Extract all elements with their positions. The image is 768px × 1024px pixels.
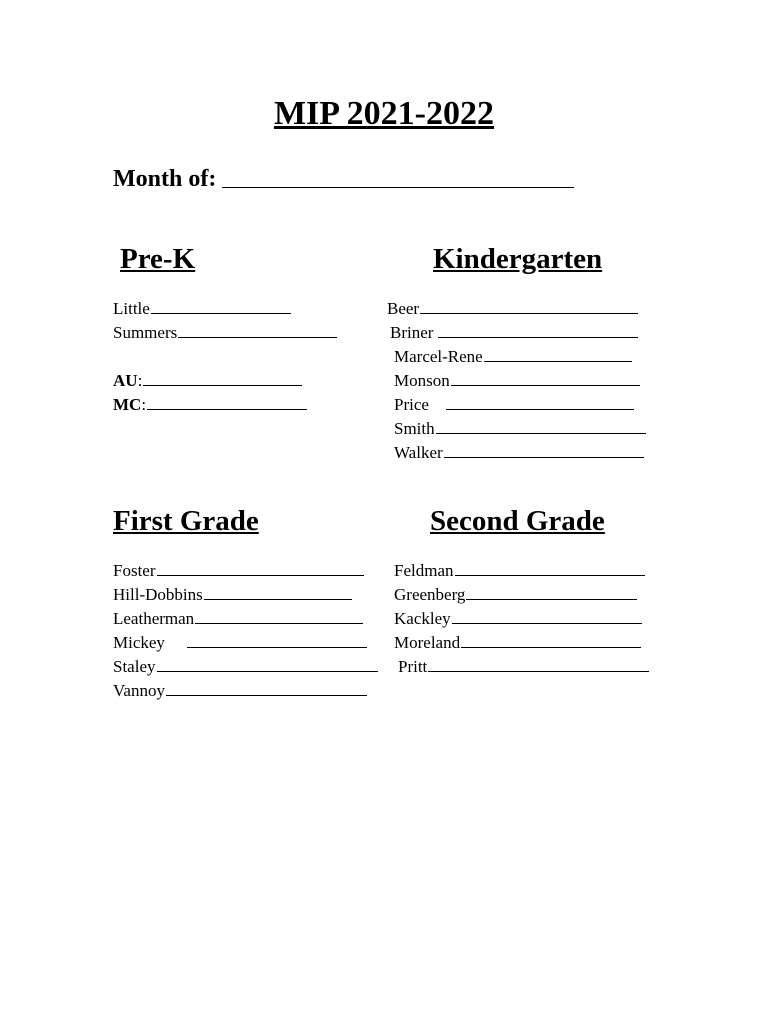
student-name: Walker: [394, 443, 443, 462]
blank-line[interactable]: [436, 419, 646, 434]
blank-line[interactable]: [461, 633, 641, 648]
first-grade-heading: First Grade: [113, 505, 259, 537]
month-label: Month of:: [113, 166, 217, 192]
second-grade-entry-greenberg[interactable]: [394, 585, 637, 605]
blank-line[interactable]: [446, 395, 634, 410]
prek-staff-mc[interactable]: [113, 395, 307, 415]
student-name: Smith: [394, 419, 435, 438]
student-name: Staley: [113, 657, 156, 676]
second-grade-heading: Second Grade: [430, 505, 605, 537]
blank-line[interactable]: [451, 371, 640, 386]
prek-entry-little[interactable]: [113, 299, 291, 319]
first-grade-entry-leatherman[interactable]: [113, 609, 363, 629]
kindergarten-entry-marcel-rene[interactable]: [394, 347, 632, 367]
kindergarten-entry-briner[interactable]: [390, 323, 638, 343]
blank-line[interactable]: [484, 347, 632, 362]
second-grade-entry-kackley[interactable]: [394, 609, 642, 629]
student-name: Price: [394, 395, 429, 414]
student-name: Mickey: [113, 633, 165, 652]
prek-entry-summers[interactable]: [113, 323, 337, 343]
student-name: Greenberg: [394, 585, 466, 604]
kindergarten-entry-walker[interactable]: [394, 443, 644, 463]
student-name: Feldman: [394, 561, 454, 580]
second-grade-entry-moreland[interactable]: [394, 633, 641, 653]
kindergarten-entry-smith[interactable]: [394, 419, 646, 439]
first-grade-entry-mickey[interactable]: [113, 633, 367, 653]
page-title: MIP 2021-2022: [273, 95, 495, 132]
student-name: Beer: [387, 299, 420, 318]
student-name: Little: [113, 299, 150, 318]
blank-line[interactable]: [420, 299, 638, 314]
staff-colon: :: [141, 395, 147, 414]
first-grade-entry-foster[interactable]: [113, 561, 364, 581]
staff-label: MC: [113, 395, 142, 414]
blank-line[interactable]: [178, 323, 337, 338]
student-name: Briner: [390, 323, 434, 342]
first-grade-entry-vannoy[interactable]: [113, 681, 367, 701]
student-name: Moreland: [394, 633, 461, 652]
prek-staff-au[interactable]: [113, 371, 302, 391]
student-name: Foster: [113, 561, 156, 580]
blank-line[interactable]: [166, 681, 367, 696]
blank-line[interactable]: [455, 561, 645, 576]
month-field[interactable]: [113, 166, 574, 193]
blank-line[interactable]: [187, 633, 367, 648]
student-name: Hill-Dobbins: [113, 585, 203, 604]
kindergarten-heading: Kindergarten: [433, 243, 603, 275]
staff-label: AU: [113, 371, 138, 390]
student-name: Pritt: [398, 657, 428, 676]
student-name: Kackley: [394, 609, 451, 628]
blank-line[interactable]: [444, 443, 644, 458]
prek-heading: Pre-K: [120, 243, 196, 275]
blank-line[interactable]: [151, 299, 291, 314]
student-name: Summers: [113, 323, 178, 342]
kindergarten-entry-beer[interactable]: [387, 299, 638, 319]
second-grade-entry-pritt[interactable]: [398, 657, 649, 677]
blank-line[interactable]: [452, 609, 642, 624]
blank-line[interactable]: [428, 657, 649, 672]
first-grade-entry-staley[interactable]: [113, 657, 378, 677]
blank-line[interactable]: [204, 585, 352, 600]
blank-line[interactable]: [147, 395, 307, 410]
kindergarten-entry-price[interactable]: [394, 395, 634, 415]
student-name: Monson: [394, 371, 450, 390]
blank-line[interactable]: [157, 561, 364, 576]
blank-line[interactable]: [143, 371, 302, 386]
student-name: Vannoy: [113, 681, 165, 700]
blank-line[interactable]: [466, 585, 637, 600]
student-name: Leatherman: [113, 609, 195, 628]
blank-line[interactable]: [438, 323, 638, 338]
blank-line[interactable]: [195, 609, 363, 624]
first-grade-entry-hill-dobbins[interactable]: [113, 585, 352, 605]
student-name: Marcel-Rene: [394, 347, 483, 366]
staff-colon: :: [137, 371, 143, 390]
blank-line[interactable]: [157, 657, 378, 672]
month-blank-line[interactable]: [222, 171, 574, 188]
second-grade-entry-feldman[interactable]: [394, 561, 645, 581]
kindergarten-entry-monson[interactable]: [394, 371, 640, 391]
